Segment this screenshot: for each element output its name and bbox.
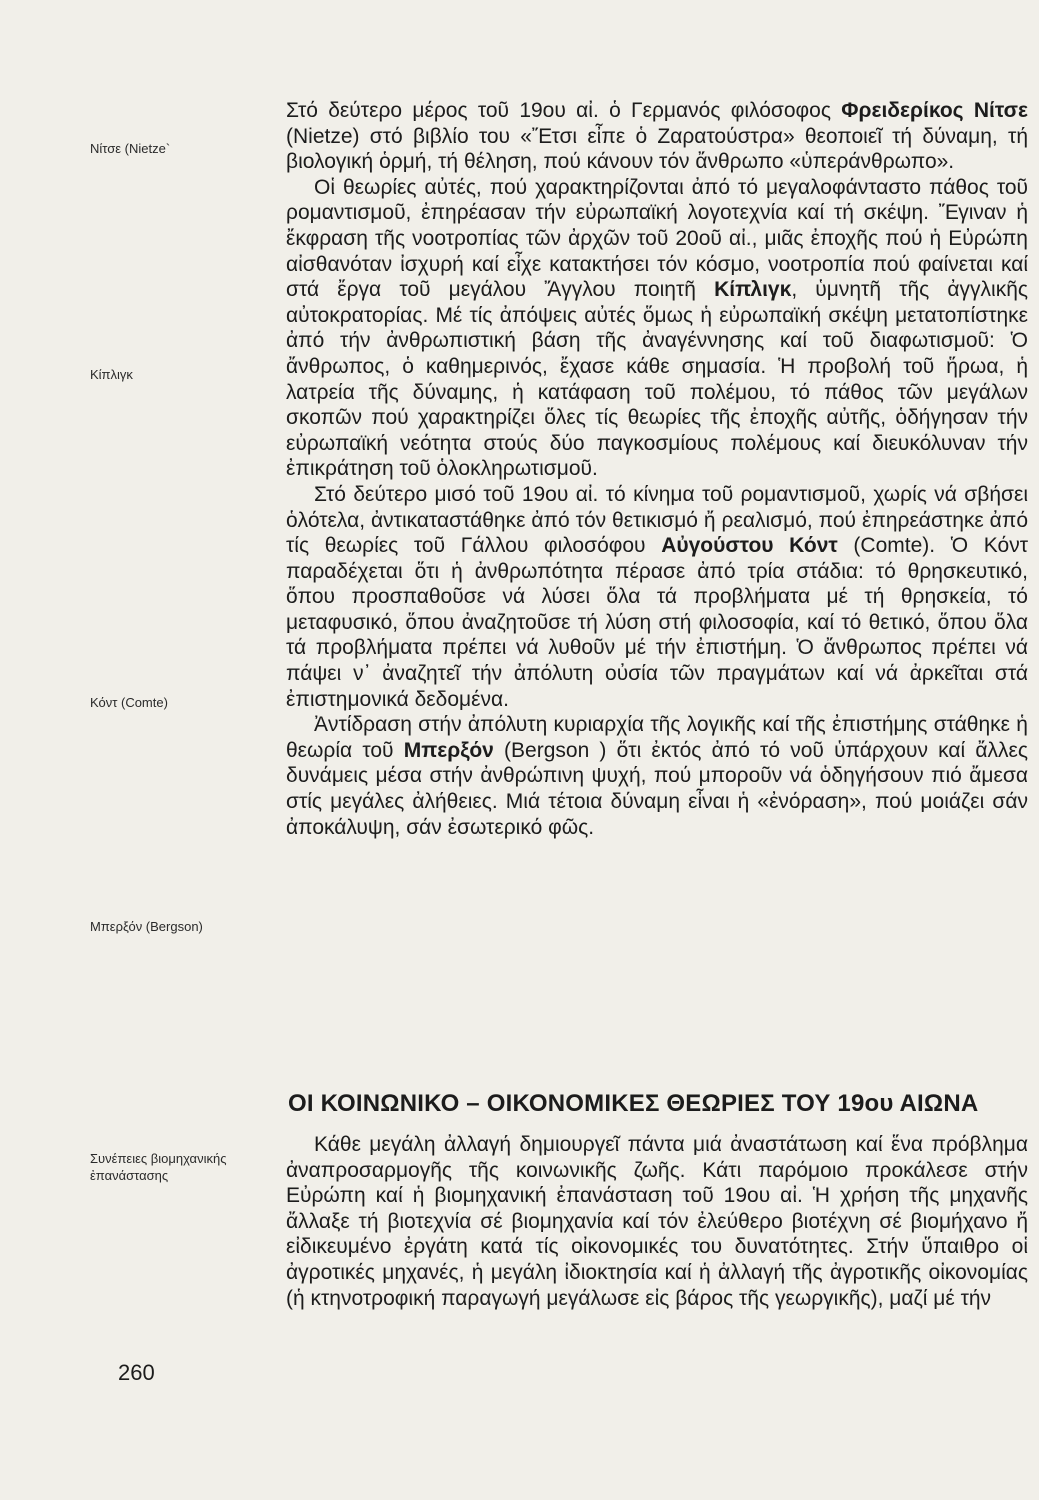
bold-name-kipling: Κίπλιγκ [714, 278, 792, 302]
page-number: 260 [118, 1360, 155, 1385]
margin-note-nietzsche: Νίτσε (Nietze` [90, 141, 171, 156]
text-run: Στό δεύτερο μισό τοῦ 19ου αἰ. τό κίνημα τοῦ ρομαντισμοῦ, χωρίς νά σβήσει ὁλότελα, ἀντικαταστάθηκε ἀπό τόν θετικισμό ἤ ρεαλισμό, πού ἐπηρεάστηκε ἀπό τίς θεωρίες τοῦ Γάλλου φιλοσόφου [286, 482, 1028, 558]
text-run: , ὑμνητῆ τῆς ἀγγλικῆς αὐτοκρατορίας. Μέ τίς ἀπόψεις αὐτές ὅμως ἡ εὐρωπαϊκή σκέψη μετατοπίστηκε ἀπό τήν ἀνθρωπιστική βάση τῆς ἀναγέννησης καί τοῦ διαφωτισμοῦ: Ὁ ἄνθρωπος, ὁ καθημερινός, ἔχασε κάθε σημασία. Ἡ προβολή τοῦ ἥρωα, ἡ λατρεία τῆς δύναμης, ἡ κατάφαση τοῦ πολέμου, τό πάθος τῶν μεγάλων σκοπῶν πού χαρακτηρίζει ὅλες τίς θεωρίες τῆς ἐποχῆς αὐτῆς, ὁδήγησαν τήν εὐρωπαϊκή νεότητα στούς δύο παγκοσμίους πολέμους καί διευκόλυναν τήν ἐπικράτηση τοῦ ὁλοκληρωτισμοῦ. [286, 278, 1028, 481]
section-philosophy-text [286, 98, 1028, 840]
text-run: Στό δεύτερο μέρος τοῦ 19ου αἰ. ὁ Γερμανός φιλόσοφος [286, 99, 842, 122]
text-run: (Bergson ) ὅτι ἐκτός ἀπό τό νοῦ ὑπάρχουν καί ἄλλες δυνάμεις μέσα στήν ἀνθρώπινη ψυχή, πού μποροῦν νά ὁδηγήσουν πιό ἄμεσα στίς μεγάλες ἀλήθειες. Μιά τέτοια δύναμη εἶναι ἡ «ἐνόραση», πού μοιάζει σάν ἀποκάλυψη, σάν ἐσωτερικό φῶς. [286, 738, 1028, 839]
paragraph-industrial-revolution: Κάθε μεγάλη ἀλλαγή δημιουργεῖ πάντα μιά ἀναστάτωση καί ἕνα πρόβλημα ἀναπροσαρμογῆς τῆς κοινωνικῆς ζωῆς. Κάτι παρόμοιο προκάλεσε στήν Εὐρώπη καί ἡ βιομηχανική ἐπανάσταση τοῦ 19ου αἰ. Ἡ χρήση τῆς μηχανῆς ἄλλαξε τή βιοτεχνία σέ βιομηχανία καί τόν ἐλεύθερο βιοτέχνη σέ βιομήχανο ἤ εἰδικευμένο ἐργάτη κατά τίς οἰκονομικές του δυνατότητες. Στήν ὕπαιθρο οἱ ἀγροτικές μηχανές, ἡ μεγάλη ἰδιοκτησία καί ἡ ἀλλαγή τῆς ἀγροτικῆς οἰκονομίας (ἡ κτηνοτροφική παραγωγή μεγάλωσε εἰς βάρος τῆς γεωργικῆς), μαζί μέ τήν [286, 1133, 1028, 1310]
section-socioeconomic-text [286, 1132, 1028, 1311]
paragraph-romanticism [286, 175, 1028, 482]
bold-name-comte: Αὐγούστου Κόντ [661, 534, 838, 558]
margin-note-comte: Κόντ (Comte) [90, 695, 168, 710]
text-run: (Comte). Ὁ Κόντ παραδέχεται ὅτι ἡ ἀνθρωπότητα πέρασε ἀπό τρία στάδια: τό θρησκευτικό, ὅπου προσπαθοῦσε νά λύσει ὅλα τά προβλήματα μέ τή θρησκεία, τό μεταφυσικό, ὅπου ἀναζητοῦσε τή λύση στή φιλοσοφία, καί τό θετικό, ὅπου ὅλα τά προβλήματα πρέπει νά λυθοῦν μέ τήν ἐπιστήμη. Ὁ ἄνθρωπος πρέπει νά πάψει ν᾽ ἀναζητεῖ τήν ἀπόλυτη οὐσία τῶν πραγμάτων καί νά ἀρκεῖται στά ἐπιστημονικά δεδομένα. [286, 534, 1028, 711]
margin-note-bergson: Μπερξόν (Bergson) [90, 919, 203, 934]
paragraph-comte [286, 482, 1028, 712]
text-run: Οἱ θεωρίες αὐτές, πού χαρακτηρίζονται ἀπό τό μεγαλοφάνταστο πάθος τοῦ ρομαντισμοῦ, ἐπηρέασαν τήν εὐρωπαϊκή λογοτεχνία καί τή σκέψη. Ἔγιναν ἡ ἔκφραση τῆς νοοτροπίας τῶν ἀρχῶν τοῦ 20οῦ αἰ., μιᾶς ἐποχῆς πού ἡ Εὐρώπη αἰσθανόταν ἰσχυρή καί εἶχε κατακτήσει τόν κόσμο, νοοτροπία πού φαίνεται καί στά ἔργα τοῦ μεγάλου Ἄγγλου ποιητῆ [286, 175, 1028, 302]
paragraph-bergson [286, 712, 1028, 840]
text-run: (Nietze) στό βιβλίο του «Ἔτσι εἶπε ὁ Ζαρατούστρα» θεοποιεῖ τή δύναμη, τή βιολογική ὁρμή, τή θέληση, πού κάνουν τόν ἄνθρωπο «ὑπεράνθρωπο». [286, 124, 1028, 174]
bold-name-bergson: Μπερξόν [403, 738, 494, 762]
margin-note-consequences: Συνέπειες βιομηχανικής ἐπανάστασης [90, 1151, 227, 1183]
text-run: Ἀντίδραση στήν ἀπόλυτη κυριαρχία τῆς λογικῆς καί τῆς ἐπιστήμης στάθηκε ἡ θεωρία τοῦ [286, 713, 1028, 762]
section-heading: ΟΙ ΚΟΙΝΩΝΙΚΟ – ΟΙΚΟΝΟΜΙΚΕΣ ΘΕΩΡΙΕΣ ΤΟΥ 19ου ΑΙΩΝΑ [288, 1090, 979, 1117]
margin-note-kipling: Κίπλιγκ [90, 367, 133, 382]
bold-name-nietzsche: Φρειδερίκος Νίτσε [841, 99, 1028, 122]
paragraph-nietzsche [286, 98, 1028, 175]
